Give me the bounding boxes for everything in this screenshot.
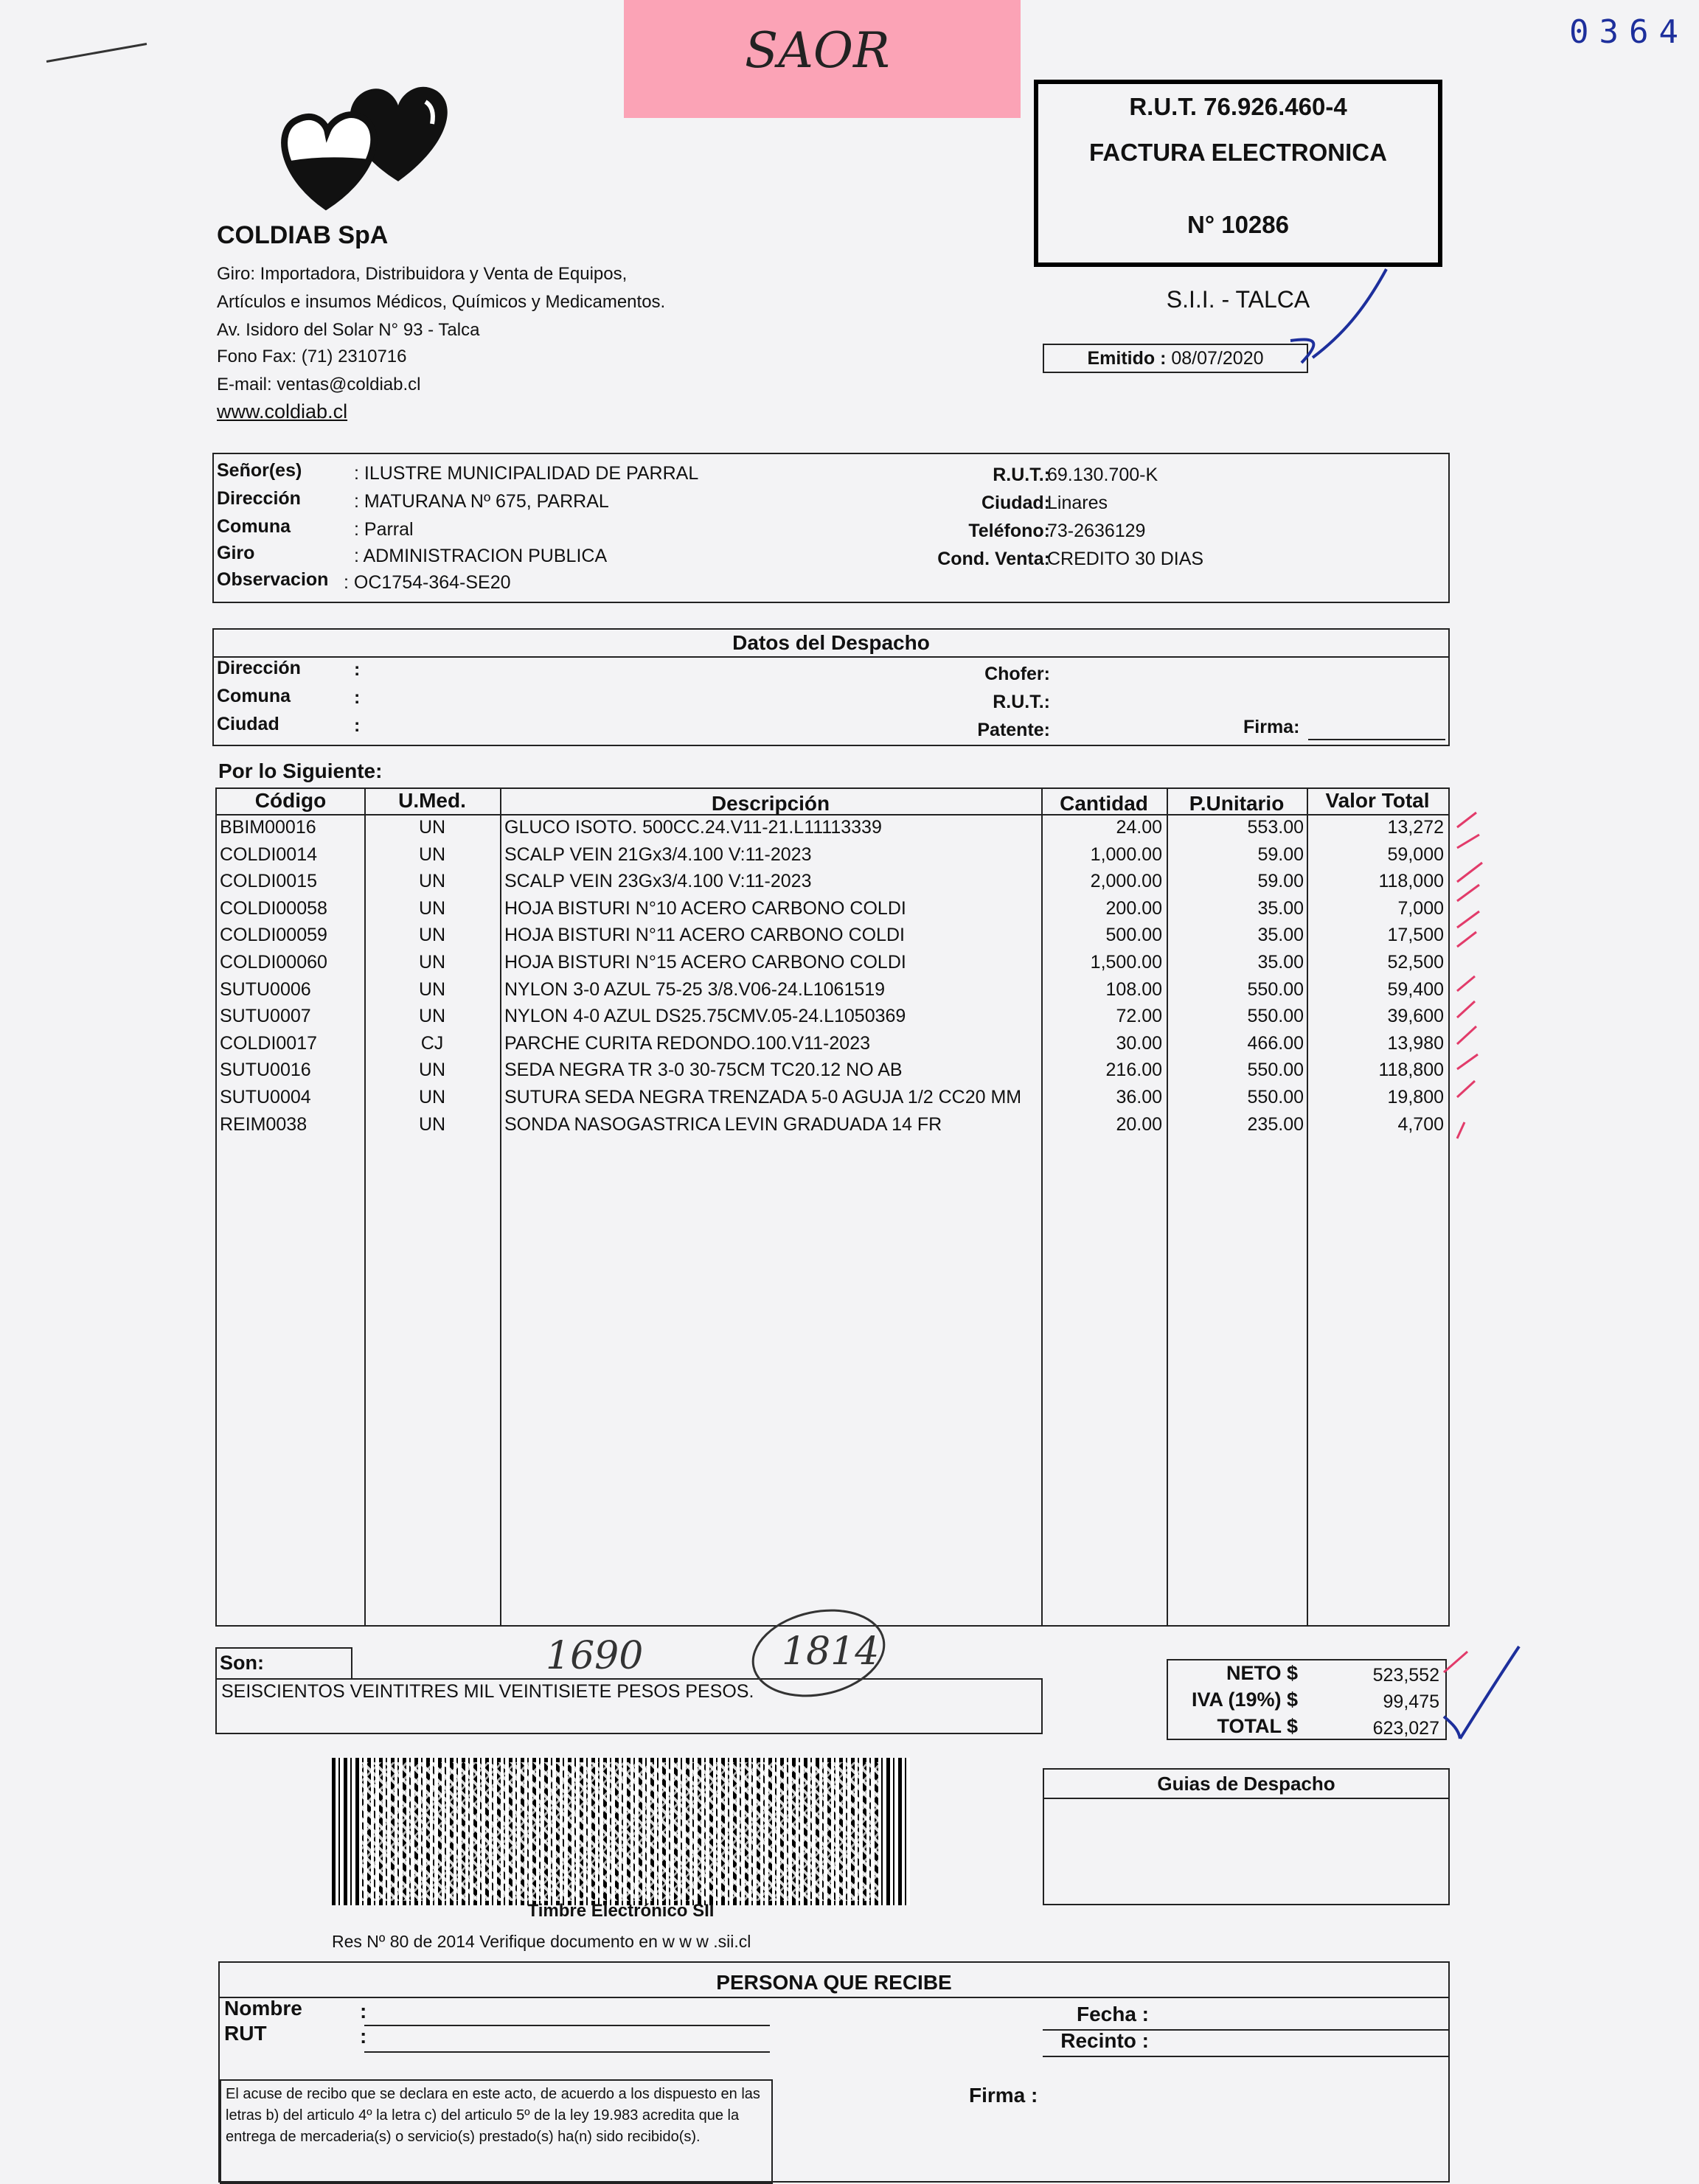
item-descripcion: SCALP VEIN 23Gx3/4.100 V:11-2023 — [504, 871, 812, 892]
item-codigo: SUTU0004 — [220, 1087, 311, 1107]
table-row — [217, 1087, 1448, 1113]
red-check-marks — [1454, 805, 1488, 1152]
item-umed: UN — [418, 817, 446, 838]
client-giro: : ADMINISTRACION PUBLICA — [354, 546, 608, 566]
client-obs-label: Observacion — [217, 569, 329, 590]
item-punitario: 35.00 — [1257, 925, 1304, 946]
item-valor-total: 13,980 — [1387, 1032, 1444, 1054]
item-valor-total: 118,000 — [1378, 871, 1444, 892]
item-valor-total: 7,000 — [1397, 897, 1444, 919]
client-comuna-label: Comuna — [217, 516, 291, 537]
despacho-patente-label: Patente: — [977, 720, 1050, 740]
item-cantidad: 108.00 — [1105, 978, 1162, 1000]
company-phone: Fono Fax: (71) 2310716 — [217, 347, 407, 366]
item-codigo: COLDI0015 — [220, 871, 318, 892]
recibe-nombre-label: Nombre — [224, 1997, 302, 2020]
issued-label: Emitido : — [1087, 348, 1167, 369]
item-valor-total: 59,400 — [1387, 978, 1444, 1000]
total-label: TOTAL $ — [1217, 1715, 1298, 1737]
item-cantidad: 500.00 — [1105, 925, 1162, 946]
item-codigo: REIM0038 — [220, 1113, 308, 1135]
client-observacion: : OC1754-364-SE20 — [344, 572, 511, 593]
client-direccion: : MATURANA Nº 675, PARRAL — [354, 491, 609, 512]
neto-value: 523,552 — [1372, 1665, 1439, 1686]
company-giro-1: Giro: Importadora, Distribuidora y Venta de Equipos, — [217, 264, 628, 284]
hearts-logo-icon — [274, 72, 451, 212]
despacho-colon: : — [354, 715, 361, 736]
issued-date-box — [1043, 344, 1308, 373]
issued-date: 08/07/2020 — [1171, 348, 1264, 369]
item-cantidad: 72.00 — [1116, 1006, 1162, 1027]
company-name: COLDIAB SpA — [217, 221, 389, 249]
table-row — [217, 952, 1448, 978]
neto-label: NETO $ — [1226, 1662, 1298, 1684]
recinto-line — [1043, 2056, 1448, 2057]
item-umed: UN — [418, 1006, 446, 1027]
item-umed: UN — [418, 925, 446, 946]
item-punitario: 553.00 — [1247, 817, 1304, 838]
client-ciudad: Linares — [1047, 493, 1108, 513]
item-cantidad: 2,000.00 — [1090, 871, 1162, 892]
item-descripcion: SEDA NEGRA TR 3-0 30-75CM TC20.12 NO AB — [504, 1060, 903, 1081]
pen-check-mark — [1283, 265, 1401, 376]
despacho-colon: : — [354, 659, 361, 680]
table-row — [217, 871, 1448, 897]
son-label: Son: — [220, 1652, 264, 1674]
item-descripcion: SCALP VEIN 21Gx3/4.100 V:11-2023 — [504, 844, 812, 865]
item-descripcion: HOJA BISTURI N°15 ACERO CARBONO COLDI — [504, 952, 906, 973]
item-descripcion: NYLON 4-0 AZUL DS25.75CMV.05-24.L1050369 — [504, 1006, 906, 1027]
guias-box — [1043, 1768, 1450, 1905]
despacho-firma-label: Firma: — [1243, 717, 1300, 737]
timbre-label: Timbre Electrónico SII — [527, 1901, 715, 1921]
table-row — [217, 979, 1448, 1006]
item-cantidad: 1,000.00 — [1090, 844, 1162, 865]
sii-barcode-image — [332, 1758, 910, 1905]
recibe-fecha-label: Fecha : — [1076, 2003, 1149, 2025]
item-cantidad: 20.00 — [1116, 1113, 1162, 1135]
recibe-colon: : — [360, 2000, 367, 2023]
client-rut-label: R.U.T.: — [993, 465, 1050, 485]
despacho-comuna-label: Comuna — [217, 686, 291, 706]
item-valor-total: 17,500 — [1387, 925, 1444, 946]
item-cantidad: 24.00 — [1116, 817, 1162, 838]
item-punitario: 235.00 — [1247, 1113, 1304, 1135]
recibe-rut-label: RUT — [224, 2022, 267, 2045]
header-umed: U.Med. — [398, 789, 466, 812]
handwritten-son-note-1: 1690 — [546, 1634, 644, 1678]
item-valor-total: 59,000 — [1387, 844, 1444, 865]
despacho-direccion-label: Dirección — [217, 658, 301, 678]
item-descripcion: GLUCO ISOTO. 500CC.24.V11-21.L11113339 — [504, 817, 882, 838]
despacho-box — [212, 628, 1450, 746]
header-codigo: Código — [254, 789, 327, 812]
item-descripcion: SUTURA SEDA NEGRA TRENZADA 5-0 AGUJA 1/2 CC20 MM — [504, 1087, 1022, 1107]
item-descripcion: PARCHE CURITA REDONDO.100.V11-2023 — [504, 1032, 870, 1054]
despacho-ciudad-label: Ciudad — [217, 714, 279, 734]
item-umed: CJ — [420, 1032, 444, 1054]
iva-value: 99,475 — [1383, 1691, 1439, 1712]
company-giro-2: Artículos e insumos Médicos, Químicos y Medicamentos. — [217, 292, 666, 312]
item-umed: UN — [418, 897, 446, 919]
client-direccion-label: Dirección — [217, 488, 301, 509]
item-umed: UN — [418, 844, 446, 865]
item-umed: UN — [418, 1113, 446, 1135]
handwritten-doc-number: 0364 — [1569, 13, 1689, 51]
item-punitario: 59.00 — [1257, 844, 1304, 865]
table-row — [217, 1060, 1448, 1086]
client-comuna: : Parral — [354, 519, 414, 540]
item-punitario: 550.00 — [1247, 978, 1304, 1000]
client-cond-label: Cond. Venta: — [937, 549, 1050, 569]
recibe-box — [218, 1961, 1450, 2183]
item-cantidad: 1,500.00 — [1090, 952, 1162, 973]
item-codigo: COLDI00060 — [220, 952, 327, 973]
despacho-title: Datos del Despacho — [214, 630, 1448, 658]
despacho-rut-label: R.U.T.: — [993, 692, 1050, 712]
despacho-firma-line — [1308, 739, 1445, 740]
company-email: E-mail: ventas@coldiab.cl — [217, 375, 421, 394]
por-lo-siguiente: Por lo Siguiente: — [218, 759, 383, 782]
table-row — [217, 817, 1448, 844]
item-punitario: 35.00 — [1257, 952, 1304, 973]
item-cantidad: 216.00 — [1105, 1060, 1162, 1081]
totals-box — [1167, 1659, 1447, 1740]
item-umed: UN — [418, 1087, 446, 1107]
header-punitario: P.Unitario — [1189, 792, 1285, 815]
item-descripcion: HOJA BISTURI N°11 ACERO CARBONO COLDI — [504, 925, 905, 946]
invoice-header-box — [1034, 80, 1442, 267]
item-punitario: 466.00 — [1247, 1032, 1304, 1054]
document-type: FACTURA ELECTRONICA — [1089, 139, 1387, 166]
client-giro-label: Giro — [217, 543, 255, 563]
item-codigo: COLDI00058 — [220, 897, 327, 919]
client-rut: 69.130.700-K — [1047, 465, 1158, 485]
sticky-note-text: SAOR — [745, 22, 890, 79]
item-codigo: COLDI0017 — [220, 1032, 318, 1054]
handwritten-circle — [745, 1600, 892, 1711]
item-codigo: COLDI0014 — [220, 844, 318, 865]
client-cond-venta: CREDITO 30 DIAS — [1047, 549, 1204, 569]
guias-title: Guias de Despacho — [1044, 1770, 1448, 1799]
totals-check-marks — [1438, 1643, 1526, 1746]
item-descripcion: SONDA NASOGASTRICA LEVIN GRADUADA 14 FR — [504, 1113, 942, 1135]
table-row — [217, 1114, 1448, 1141]
son-amount-words: SEISCIENTOS VEINTITRES MIL VEINTISIETE PESOS PESOS. — [221, 1681, 754, 1702]
sii-office: S.I.I. - TALCA — [1166, 286, 1310, 313]
table-row — [217, 925, 1448, 951]
item-codigo: SUTU0006 — [220, 978, 311, 1000]
recibe-colon: : — [360, 2025, 367, 2048]
header-descripcion: Descripción — [711, 792, 830, 815]
item-cantidad: 200.00 — [1105, 897, 1162, 919]
item-descripcion: HOJA BISTURI N°10 ACERO CARBONO COLDI — [504, 897, 906, 919]
pen-stroke — [46, 43, 147, 63]
client-senor: : ILUSTRE MUNICIPALIDAD DE PARRAL — [354, 463, 699, 484]
table-row — [217, 1033, 1448, 1060]
invoice-number: N° 10286 — [1187, 211, 1289, 238]
timbre-res: Res Nº 80 de 2014 Verifique documento en w w w .sii.cl — [332, 1932, 751, 1951]
recibe-recinto-label: Recinto : — [1060, 2029, 1149, 2052]
item-punitario: 35.00 — [1257, 897, 1304, 919]
items-table — [215, 787, 1450, 1627]
header-cantidad: Cantidad — [1060, 792, 1148, 815]
item-valor-total: 118,800 — [1378, 1060, 1444, 1081]
issuer-rut: R.U.T. 76.926.460-4 — [1129, 93, 1347, 120]
rut-line — [364, 2051, 770, 2053]
despacho-chofer-label: Chofer: — [984, 664, 1050, 684]
item-codigo: COLDI00059 — [220, 925, 327, 946]
iva-label: IVA (19%) $ — [1191, 1689, 1298, 1711]
item-codigo: SUTU0016 — [220, 1060, 311, 1081]
item-codigo: BBIM00016 — [220, 817, 316, 838]
client-box — [212, 453, 1450, 603]
item-valor-total: 52,500 — [1387, 952, 1444, 973]
item-umed: UN — [418, 871, 446, 892]
item-punitario: 550.00 — [1247, 1060, 1304, 1081]
acuse-text: El acuse de recibo que se declara en este acto, de acuerdo a los dispuesto en las letras b) del articulo 4º la letra c) del articulo 5º de la ley 19.983 acredita que la entrega de mercaderia(s) o servicio(s) prestado(s) ha(n) sido recibido(s). — [220, 2079, 773, 2184]
table-row — [217, 1006, 1448, 1032]
item-cantidad: 30.00 — [1116, 1032, 1162, 1054]
company-address: Av. Isidoro del Solar N° 93 - Talca — [217, 320, 480, 340]
item-umed: UN — [418, 1060, 446, 1081]
header-valor-total: Valor Total — [1325, 789, 1430, 812]
client-senor-label: Señor(es) — [217, 460, 302, 481]
item-valor-total: 4,700 — [1397, 1113, 1444, 1135]
client-telefono: 73-2636129 — [1047, 521, 1146, 541]
client-telefono-label: Teléfono: — [968, 521, 1050, 541]
nombre-line — [364, 2025, 770, 2026]
table-row — [217, 898, 1448, 925]
item-punitario: 59.00 — [1257, 871, 1304, 892]
item-umed: UN — [418, 978, 446, 1000]
item-punitario: 550.00 — [1247, 1006, 1304, 1027]
item-punitario: 550.00 — [1247, 1087, 1304, 1107]
recibe-title: PERSONA QUE RECIBE — [220, 1963, 1448, 1998]
total-value: 623,027 — [1372, 1718, 1439, 1739]
company-website-link[interactable]: www.coldiab.cl — [217, 400, 348, 422]
item-valor-total: 13,272 — [1387, 817, 1444, 838]
table-row — [217, 844, 1448, 871]
item-valor-total: 39,600 — [1387, 1006, 1444, 1027]
item-descripcion: NYLON 3-0 AZUL 75-25 3/8.V06-24.L1061519 — [504, 978, 886, 1000]
handwritten-son-note-2: 1814 — [782, 1630, 880, 1674]
item-valor-total: 19,800 — [1387, 1087, 1444, 1107]
despacho-colon: : — [354, 687, 361, 708]
item-codigo: SUTU0007 — [220, 1006, 311, 1027]
client-ciudad-label: Ciudad: — [981, 493, 1050, 513]
item-cantidad: 36.00 — [1116, 1087, 1162, 1107]
recibe-firma-label: Firma : — [969, 2084, 1038, 2107]
item-umed: UN — [418, 952, 446, 973]
